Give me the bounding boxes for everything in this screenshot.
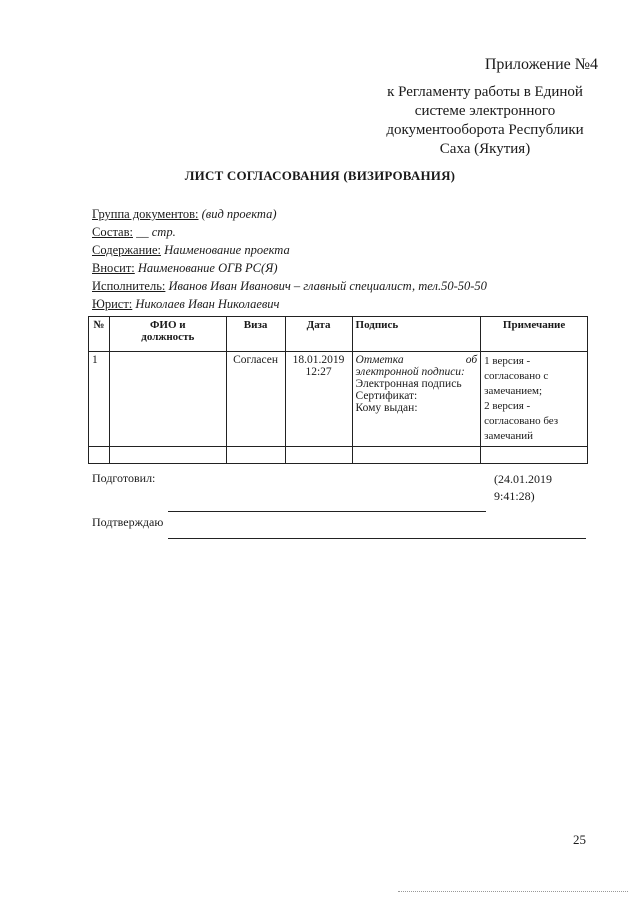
note-line: замечаний: [484, 430, 534, 442]
approval-table: [88, 316, 588, 464]
note-line: замечанием;: [484, 385, 543, 397]
meta-group-label: Группа документов:: [92, 207, 199, 221]
empty-cell: [89, 447, 110, 464]
header-fio: [109, 317, 226, 352]
empty-cell: [109, 447, 226, 464]
meta-content-value: Наименование проекта: [164, 243, 290, 257]
meta-lawyer-label: Юрист:: [92, 297, 133, 311]
page-number: 25: [573, 832, 586, 847]
meta-executor-row: [92, 277, 612, 295]
prepared-label: Подготовил:: [92, 471, 156, 485]
empty-cell: [481, 447, 588, 464]
prepared-date: (24.01.2019: [494, 472, 552, 486]
meta-composition-label: Состав:: [92, 225, 133, 239]
meta-submitter-row: [92, 259, 612, 277]
appendix-number: Приложение №4: [484, 56, 598, 73]
meta-group-value: (вид проекта): [201, 207, 277, 221]
prepared-timestamp: [494, 471, 552, 505]
meta-lawyer-row: [92, 295, 612, 313]
cell-fio: [109, 352, 226, 447]
empty-cell: [226, 447, 285, 464]
meta-content-row: [92, 241, 612, 259]
meta-content-label: Содержание:: [92, 243, 161, 257]
meta-submitter-label: Вносит:: [92, 261, 135, 275]
header-note: Примечание: [481, 317, 588, 352]
cell-note: [481, 352, 588, 447]
sign-word: Отметка: [355, 354, 404, 366]
header-fio-line: должность: [141, 331, 195, 343]
appendix-line: системе электронного: [414, 103, 556, 119]
note-line: 1 версия -: [484, 355, 531, 367]
note-line: согласовано без: [484, 415, 559, 427]
prepared-signature-line: [168, 511, 486, 512]
cell-visa: Согласен: [226, 352, 285, 447]
appendix-line: Саха (Якутия): [439, 141, 531, 157]
sign-line: электронной подписи:: [355, 366, 465, 378]
cell-date-day: 18.01.2019: [292, 354, 345, 366]
cell-date: [285, 352, 352, 447]
header-visa: Виза: [226, 317, 285, 352]
confirm-signature-line: [168, 538, 586, 539]
appendix-line: к Регламенту работы в Единой: [387, 84, 583, 100]
meta-lawyer-value: Николаев Иван Николаевич: [135, 297, 280, 311]
appendix-line: документооборота Республики: [386, 122, 584, 138]
meta-composition-value: __ стр.: [136, 225, 176, 239]
table-row: [89, 352, 588, 447]
document-meta: [92, 205, 612, 313]
header-date: Дата: [285, 317, 352, 352]
table-header-row: [89, 317, 588, 352]
sign-line: Кому выдан:: [355, 402, 418, 414]
meta-executor-label: Исполнитель:: [92, 279, 166, 293]
note-line: согласовано с: [484, 370, 549, 382]
sign-word: об: [465, 354, 478, 366]
header-fio-line: ФИО и: [149, 319, 186, 331]
header-sign: Подпись: [352, 317, 481, 352]
cell-num: 1: [89, 352, 110, 447]
meta-executor-value: Иванов Иван Иванович – главный специалист, тел.50-50-50: [168, 279, 487, 293]
cell-sign: [352, 352, 481, 447]
appendix-block: [370, 55, 600, 159]
empty-cell: [352, 447, 481, 464]
sign-line: Электронная подпись: [355, 378, 462, 390]
meta-composition-row: [92, 223, 612, 241]
cell-date-time: 12:27: [305, 366, 332, 378]
table-empty-row: [89, 447, 588, 464]
sign-line: [356, 354, 478, 366]
prepared-time: 9:41:28): [494, 489, 535, 503]
meta-submitter-value: Наименование ОГВ РС(Я): [137, 261, 278, 275]
header-num: №: [89, 317, 110, 352]
empty-cell: [285, 447, 352, 464]
sign-line: Сертификат:: [355, 390, 418, 402]
note-line: 2 версия -: [484, 400, 531, 412]
document-title: ЛИСТ СОГЛАСОВАНИЯ (ВИЗИРОВАНИЯ): [184, 168, 456, 183]
meta-group-row: [92, 205, 612, 223]
scan-artifact-divider: [398, 891, 628, 892]
confirm-label: Подтверждаю: [92, 515, 164, 529]
